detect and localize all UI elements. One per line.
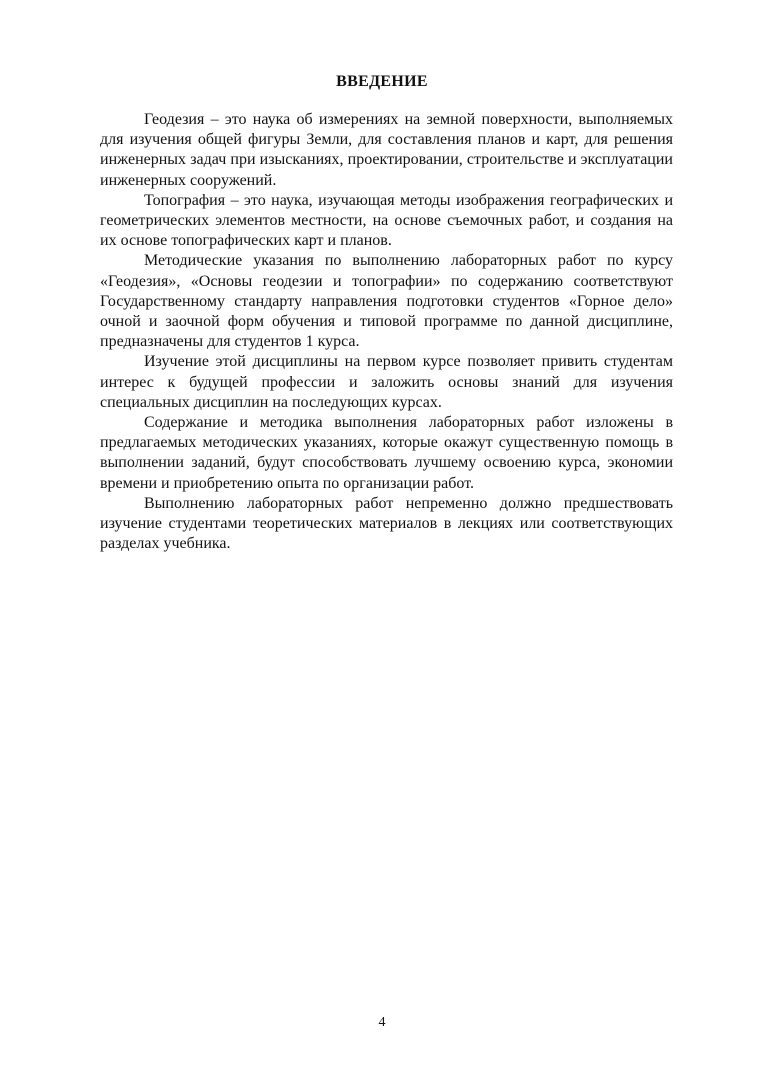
- paragraph-preparation: Выполнению лабораторных работ непременно должно предшествовать изучение студентами теоретических материалов в лекциях или соответствующих разделах учебника.: [100, 494, 673, 553]
- page-number: 4: [378, 1015, 386, 1030]
- paragraph-geodesy: Геодезия – это наука об измерениях на земной поверхности, выполняемых для изучения общей фигуры Земли, для составления планов и карт, для решения инженерных задач при изысканиях, проектировании, строительстве и эксплуатации инженерных сооружений.: [100, 111, 673, 189]
- body-text: [100, 110, 673, 554]
- paragraph-content-methods: Содержание и методика выполнения лабораторных работ изложены в предлагаемых методических указаниях, которые окажут существенную помощь в выполнении заданий, будут способствовать лучшему освоению курса, экономии времени и приобретению опыта по организации работ.: [100, 414, 673, 492]
- paragraph-guidelines: Методические указания по выполнению лабораторных работ по курсу «Геодезия», «Основы геодезии и топографии» по содержанию соответствуют Государственному стандарту направления подготовки студентов «Горное дело» очной и заочной форм обучения и типовой программе по данной дисциплине, предназначены для студентов 1 курса.: [100, 252, 673, 351]
- paragraph-topography: Топография – это наука, изучающая методы изображения географических и геометрических элементов местности, на основе съемочных работ, и создания на их основе топографических карт и планов.: [100, 191, 673, 250]
- paragraph-study-purpose: Изучение этой дисциплины на первом курсе позволяет привить студентам интерес к будущей профессии и заложить основы знаний для изучения специальных дисциплин на последующих курсах.: [100, 353, 673, 411]
- page-title: ВВЕДЕНИЕ: [336, 73, 428, 90]
